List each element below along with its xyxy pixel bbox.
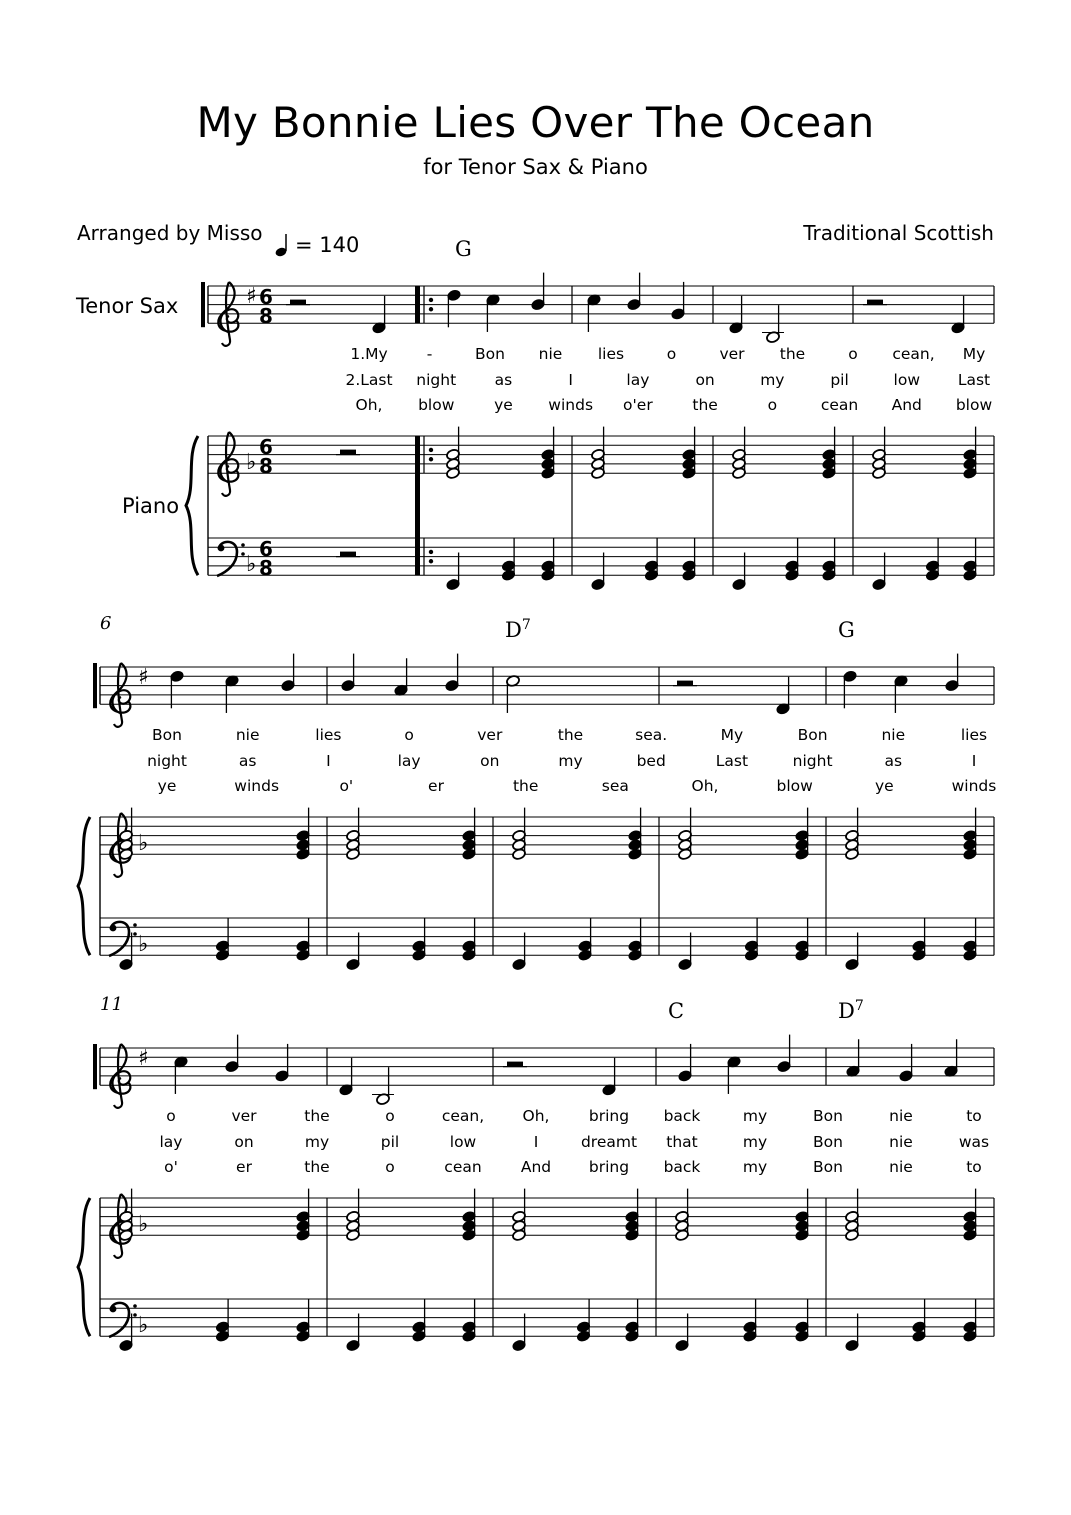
lyric-syllable: my (742, 1133, 768, 1151)
lyric-syllable: ver (719, 345, 745, 363)
lyric-syllable: to (966, 1158, 982, 1176)
lyric-syllable: 2.Last (345, 371, 393, 389)
lyric-syllable: sea. (635, 726, 668, 744)
lyric-syllable: my (558, 752, 583, 770)
lyric-syllable: ye (494, 396, 513, 414)
chord-symbol: $D^7$ (838, 998, 864, 1023)
flat-icon: ♭ (138, 831, 149, 856)
sharp-icon: ♯ (138, 1046, 149, 1071)
lyric-syllable: as (494, 371, 513, 389)
sharp-icon: ♯ (138, 665, 149, 690)
lyric-syllable: back (663, 1158, 701, 1176)
lyric-syllable: bring (588, 1107, 630, 1125)
lyric-syllable: the (304, 1158, 330, 1176)
lyric-syllable: o' (339, 777, 354, 795)
brace-icon (78, 817, 90, 955)
system-bracket (201, 282, 205, 327)
time-signature-denominator: 8 (259, 304, 273, 328)
half-rest (290, 300, 306, 305)
time-signature-numerator: 6 (259, 285, 273, 309)
lyric-syllable: o (385, 1158, 395, 1176)
lyric-syllable: to (966, 1107, 982, 1125)
lyric-syllable: o (385, 1107, 395, 1125)
lyric-syllable: bed (636, 752, 666, 770)
flat-icon: ♭ (138, 932, 149, 957)
lyric-syllable: Bon (813, 1158, 843, 1176)
lyric-syllable: winds (234, 777, 280, 795)
repeat-thick-bar (415, 473, 420, 538)
lyric-syllable: blow (955, 396, 993, 414)
lyric-syllable: lay (626, 371, 650, 389)
system-bracket (93, 663, 97, 708)
score-subtitle: for Tenor Sax & Piano (423, 155, 648, 179)
half-rest (507, 1062, 523, 1067)
arranger-credit: Arranged by Misso (77, 221, 263, 245)
lyric-syllable: nie (889, 1158, 913, 1176)
lyric-syllable: I (533, 1133, 539, 1151)
lyric-syllable: on (480, 752, 500, 770)
lyric-syllable: low (893, 371, 921, 389)
lyric-syllable: back (663, 1107, 701, 1125)
lyric-syllable: as (884, 752, 903, 770)
lyric-syllable: o' (164, 1158, 178, 1176)
half-rest (340, 552, 356, 557)
lyric-syllable: nie (881, 726, 906, 744)
lyric-syllable: o (848, 345, 858, 363)
chord-symbol: G (455, 237, 472, 261)
lyric-syllable: blow (418, 396, 455, 414)
lyric-syllable: on (234, 1133, 254, 1151)
lyric-syllable: winds (548, 396, 594, 414)
composer-credit: Traditional Scottish (803, 221, 994, 245)
lyric-syllable: my (742, 1158, 768, 1176)
tenor-sax-label: Tenor Sax (76, 294, 179, 318)
lyric-syllable: the (779, 345, 806, 363)
lyric-syllable: Bon (152, 726, 182, 744)
lyric-syllable: Bon (475, 345, 505, 363)
lyric-syllable: o (666, 345, 677, 363)
lyric-syllable: blow (776, 777, 813, 795)
lyric-syllable: night (416, 371, 457, 389)
lyric-syllable: My (962, 345, 986, 363)
lyric-syllable: cean, (892, 345, 935, 363)
lyric-syllable: as (238, 752, 257, 770)
lyric-syllable: Last (957, 371, 991, 389)
lyric-syllable: Oh, (355, 396, 383, 414)
lyric-syllable: er (236, 1158, 252, 1176)
lyric-syllable: was (958, 1133, 990, 1151)
lyric-syllable: ver (231, 1107, 257, 1125)
lyric-syllable: dreamt (580, 1133, 638, 1151)
time-signature-denominator: 8 (259, 556, 273, 580)
lyric-syllable: o (404, 726, 414, 744)
lyric-syllable: o'er (623, 396, 653, 414)
repeat-dot (429, 559, 433, 563)
half-rest (867, 300, 883, 305)
lyric-syllable: the (557, 726, 584, 744)
flat-icon: ♭ (138, 1313, 149, 1338)
lyric-syllable: lies (960, 726, 988, 744)
lyric-syllable: the (304, 1107, 330, 1125)
lyric-syllable: Bon (813, 1107, 843, 1125)
lyric-syllable: sea (601, 777, 629, 795)
lyric-syllable: bring (588, 1158, 630, 1176)
lyric-syllable: my (742, 1107, 768, 1125)
lyric-syllable: My (720, 726, 744, 744)
lyric-syllable: cean, (441, 1107, 485, 1125)
lyric-syllable: cean (820, 396, 859, 414)
lyric-syllable: my (304, 1133, 330, 1151)
system-bracket (93, 1044, 97, 1089)
time-signature-numerator: 6 (259, 537, 273, 561)
lyric-syllable: Last (715, 752, 749, 770)
lyric-syllable: er (428, 777, 444, 795)
repeat-thick-bar (415, 538, 420, 575)
measure-number: 6 (100, 613, 112, 634)
chord-symbol: C (668, 999, 685, 1023)
tempo-value: = 140 (295, 233, 360, 257)
lyric-syllable: And (520, 1158, 552, 1176)
lyric-syllable: the (512, 777, 539, 795)
lyric-syllable: And (891, 396, 922, 414)
brace-icon (186, 436, 198, 575)
lyric-syllable: - (426, 345, 433, 363)
repeat-dot (429, 298, 433, 302)
lyric-syllable: nie (889, 1133, 913, 1151)
lyric-syllable: lay (397, 752, 421, 770)
flat-icon: ♭ (246, 552, 257, 577)
lyric-syllable: night (792, 752, 833, 770)
lyric-syllable: 1.My (350, 345, 388, 363)
repeat-thick-bar (415, 436, 420, 473)
lyric-syllable: Bon (797, 726, 828, 744)
lyric-syllable: Oh, (522, 1107, 550, 1125)
lyric-syllable: lies (315, 726, 342, 744)
lyric-syllable: nie (889, 1107, 913, 1125)
sharp-icon: ♯ (246, 284, 257, 309)
lyric-syllable: cean (444, 1158, 482, 1176)
time-signature-numerator: 6 (259, 435, 273, 459)
lyric-syllable: winds (951, 777, 997, 795)
half-rest (340, 450, 356, 455)
lyric-syllable: lies (597, 345, 625, 363)
lyric-syllable: I (326, 752, 331, 770)
lyric-syllable: the (692, 396, 718, 414)
lyric-syllable: I (971, 752, 977, 770)
chord-symbol: G (838, 618, 855, 642)
lyric-syllable: lay (159, 1133, 183, 1151)
lyric-syllable: low (449, 1133, 477, 1151)
lyric-syllable: o (767, 396, 778, 414)
flat-icon: ♭ (246, 450, 257, 475)
repeat-dot (429, 550, 433, 554)
lyric-syllable: nie (235, 726, 260, 744)
measure-number: 11 (100, 994, 123, 1015)
lyric-syllable: ye (157, 777, 177, 795)
lyric-syllable: o (166, 1107, 176, 1125)
lyric-syllable: nie (538, 345, 563, 363)
lyric-syllable: Oh, (691, 777, 719, 795)
lyric-syllable: on (695, 371, 715, 389)
repeat-dot (429, 307, 433, 311)
time-signature-denominator: 8 (259, 454, 273, 478)
half-rest (677, 681, 693, 686)
lyric-syllable: ver (477, 726, 503, 744)
lyric-syllable: ye (874, 777, 894, 795)
brace-icon (78, 1198, 90, 1336)
repeat-thick-bar (415, 286, 420, 323)
lyric-syllable: pil (380, 1133, 400, 1151)
flat-icon: ♭ (138, 1212, 149, 1237)
lyric-syllable: I (568, 371, 573, 389)
lyric-syllable: that (666, 1133, 698, 1151)
lyric-syllable: pil (830, 371, 849, 389)
repeat-dot (429, 457, 433, 461)
lyric-syllable: my (760, 371, 785, 389)
repeat-dot (429, 448, 433, 452)
lyric-syllable: night (147, 752, 187, 770)
piano-label: Piano (122, 494, 180, 518)
score-title: My Bonnie Lies Over The Ocean (196, 98, 875, 147)
chord-symbol: $D^7$ (505, 617, 531, 642)
lyric-syllable: Bon (813, 1133, 843, 1151)
